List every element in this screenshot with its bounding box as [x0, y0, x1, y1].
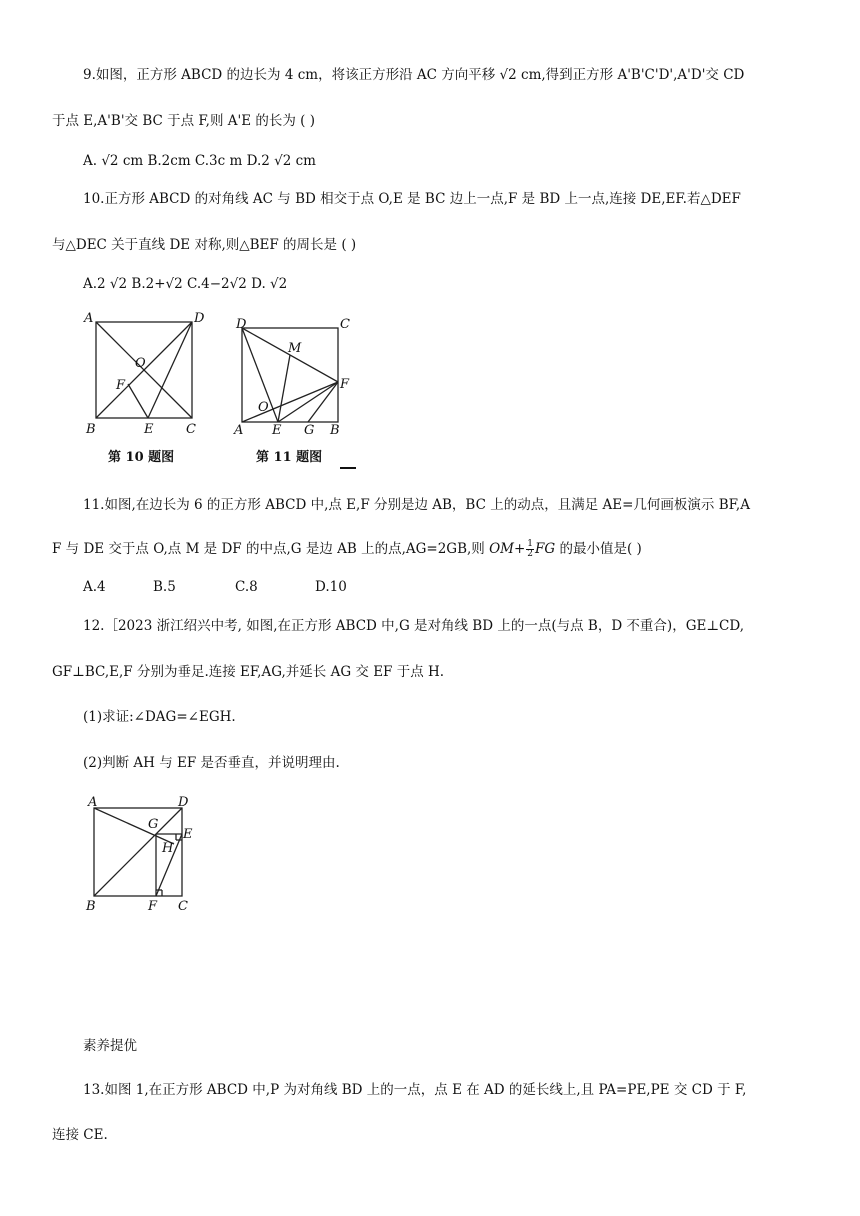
fig12-label-g: G — [148, 817, 159, 832]
fig11-label-d: D — [236, 317, 247, 332]
fig11-label-o: O — [258, 400, 269, 415]
q11-fraction — [526, 540, 534, 559]
fig10-label-d: D — [194, 311, 205, 326]
fig12-label-c: C — [178, 899, 188, 914]
fig12-label-e: E — [183, 827, 193, 842]
fig10-label-c: C — [186, 422, 196, 437]
fig11-label-f: F — [340, 377, 350, 392]
fig11-caption: 第 11 题图 — [256, 450, 323, 465]
q11-expr-a: OM+ — [489, 541, 526, 557]
fig11-label-e: E — [272, 423, 282, 438]
fig11-label-g: G — [304, 423, 315, 438]
fig12-label-f: F — [148, 899, 158, 914]
fig12-label-h: H — [162, 841, 174, 856]
section-title: 素养提优 — [83, 1038, 137, 1054]
figure-11 — [232, 310, 372, 470]
q11-option-d: D.10 — [315, 579, 347, 595]
fig10-caption: 第 10 题图 — [108, 450, 175, 465]
q12-line-1: 12.［2023 浙江绍兴中考, 如图,在正方形 ABCD 中,G 是对角线 BD 上的一点(与点 B，D 不重合)，GE⊥CD, — [83, 618, 744, 634]
q11-option-a: A.4 — [83, 579, 106, 595]
fig11-label-b: B — [330, 423, 340, 438]
q11-option-c: C.8 — [235, 579, 258, 595]
fig11-label-m: M — [288, 341, 302, 356]
q13-line-2: 连接 CE. — [52, 1127, 108, 1143]
q13-line-1: 13.如图 1,在正方形 ABCD 中,P 为对角线 BD 上的一点，点 E 在 AD 的延长线上,且 PA=PE,PE 交 CD 于 F, — [83, 1082, 747, 1098]
fig11-label-a: A — [234, 423, 244, 438]
q12-part-2: (2)判断 AH 与 EF 是否垂直，并说明理由. — [83, 755, 340, 771]
q10-line-1: 10.正方形 ABCD 的对角线 AC 与 BD 相交于点 O,E 是 BC 边上一点,F 是 BD 上一点,连接 DE,EF.若△DEF — [83, 191, 741, 207]
fig12-label-d: D — [178, 795, 189, 810]
figure-10 — [82, 310, 212, 470]
fig10-label-f: F — [116, 378, 126, 393]
q11-frac-den: 2 — [527, 549, 534, 559]
q11-line-2-text-a: F 与 DE 交于点 O,点 M 是 DF 的中点,G 是边 AB 上的点,AG=2GB,则 — [52, 541, 490, 557]
q11-line-2 — [52, 540, 642, 559]
q11-line-1: 11.如图,在边长为 6 的正方形 ABCD 中,点 E,F 分别是边 AB，BC 上的动点，且满足 AE=几何画板演示 BF,A — [83, 497, 750, 513]
q9-line-1: 9.如图，正方形 ABCD 的边长为 4 cm，将该正方形沿 AC 方向平移 √2 cm,得到正方形 A'B'C'D',A'D'交 CD — [83, 67, 745, 83]
fig10-label-o: O — [135, 356, 146, 371]
q11-options — [83, 578, 347, 596]
q10-line-2: 与△DEC 关于直线 DE 对称,则△BEF 的周长是 ( ) — [52, 237, 357, 253]
fig10-label-b: B — [86, 422, 96, 437]
fig12-label-a: A — [88, 795, 98, 810]
fig12-label-b: B — [86, 899, 96, 914]
q12-part-1: (1)求证:∠DAG=∠EGH. — [83, 709, 236, 725]
q9-line-2: 于点 E,A'B'交 BC 于点 F,则 A'E 的长为 ( ) — [52, 113, 315, 129]
q11-line-2-text-b: 的最小值是( ) — [555, 541, 642, 557]
q11-option-b: B.5 — [153, 579, 176, 595]
fig10-label-a: A — [84, 311, 94, 326]
q12-line-2: GF⊥BC,E,F 分别为垂足.连接 EF,AG,并延长 AG 交 EF 于点 H. — [52, 664, 445, 680]
q11-frac-num: 1 — [527, 539, 534, 549]
q10-options: A.2 √2 B.2+√2 C.4−2√2 D. √2 — [83, 276, 288, 292]
figure-12 — [84, 790, 204, 920]
fig11-label-c: C — [340, 317, 350, 332]
q11-expr-b: FG — [535, 541, 556, 557]
q9-options: A. √2 cm B.2cm C.3c m D.2 √2 cm — [83, 153, 316, 169]
fig10-label-e: E — [144, 422, 154, 437]
